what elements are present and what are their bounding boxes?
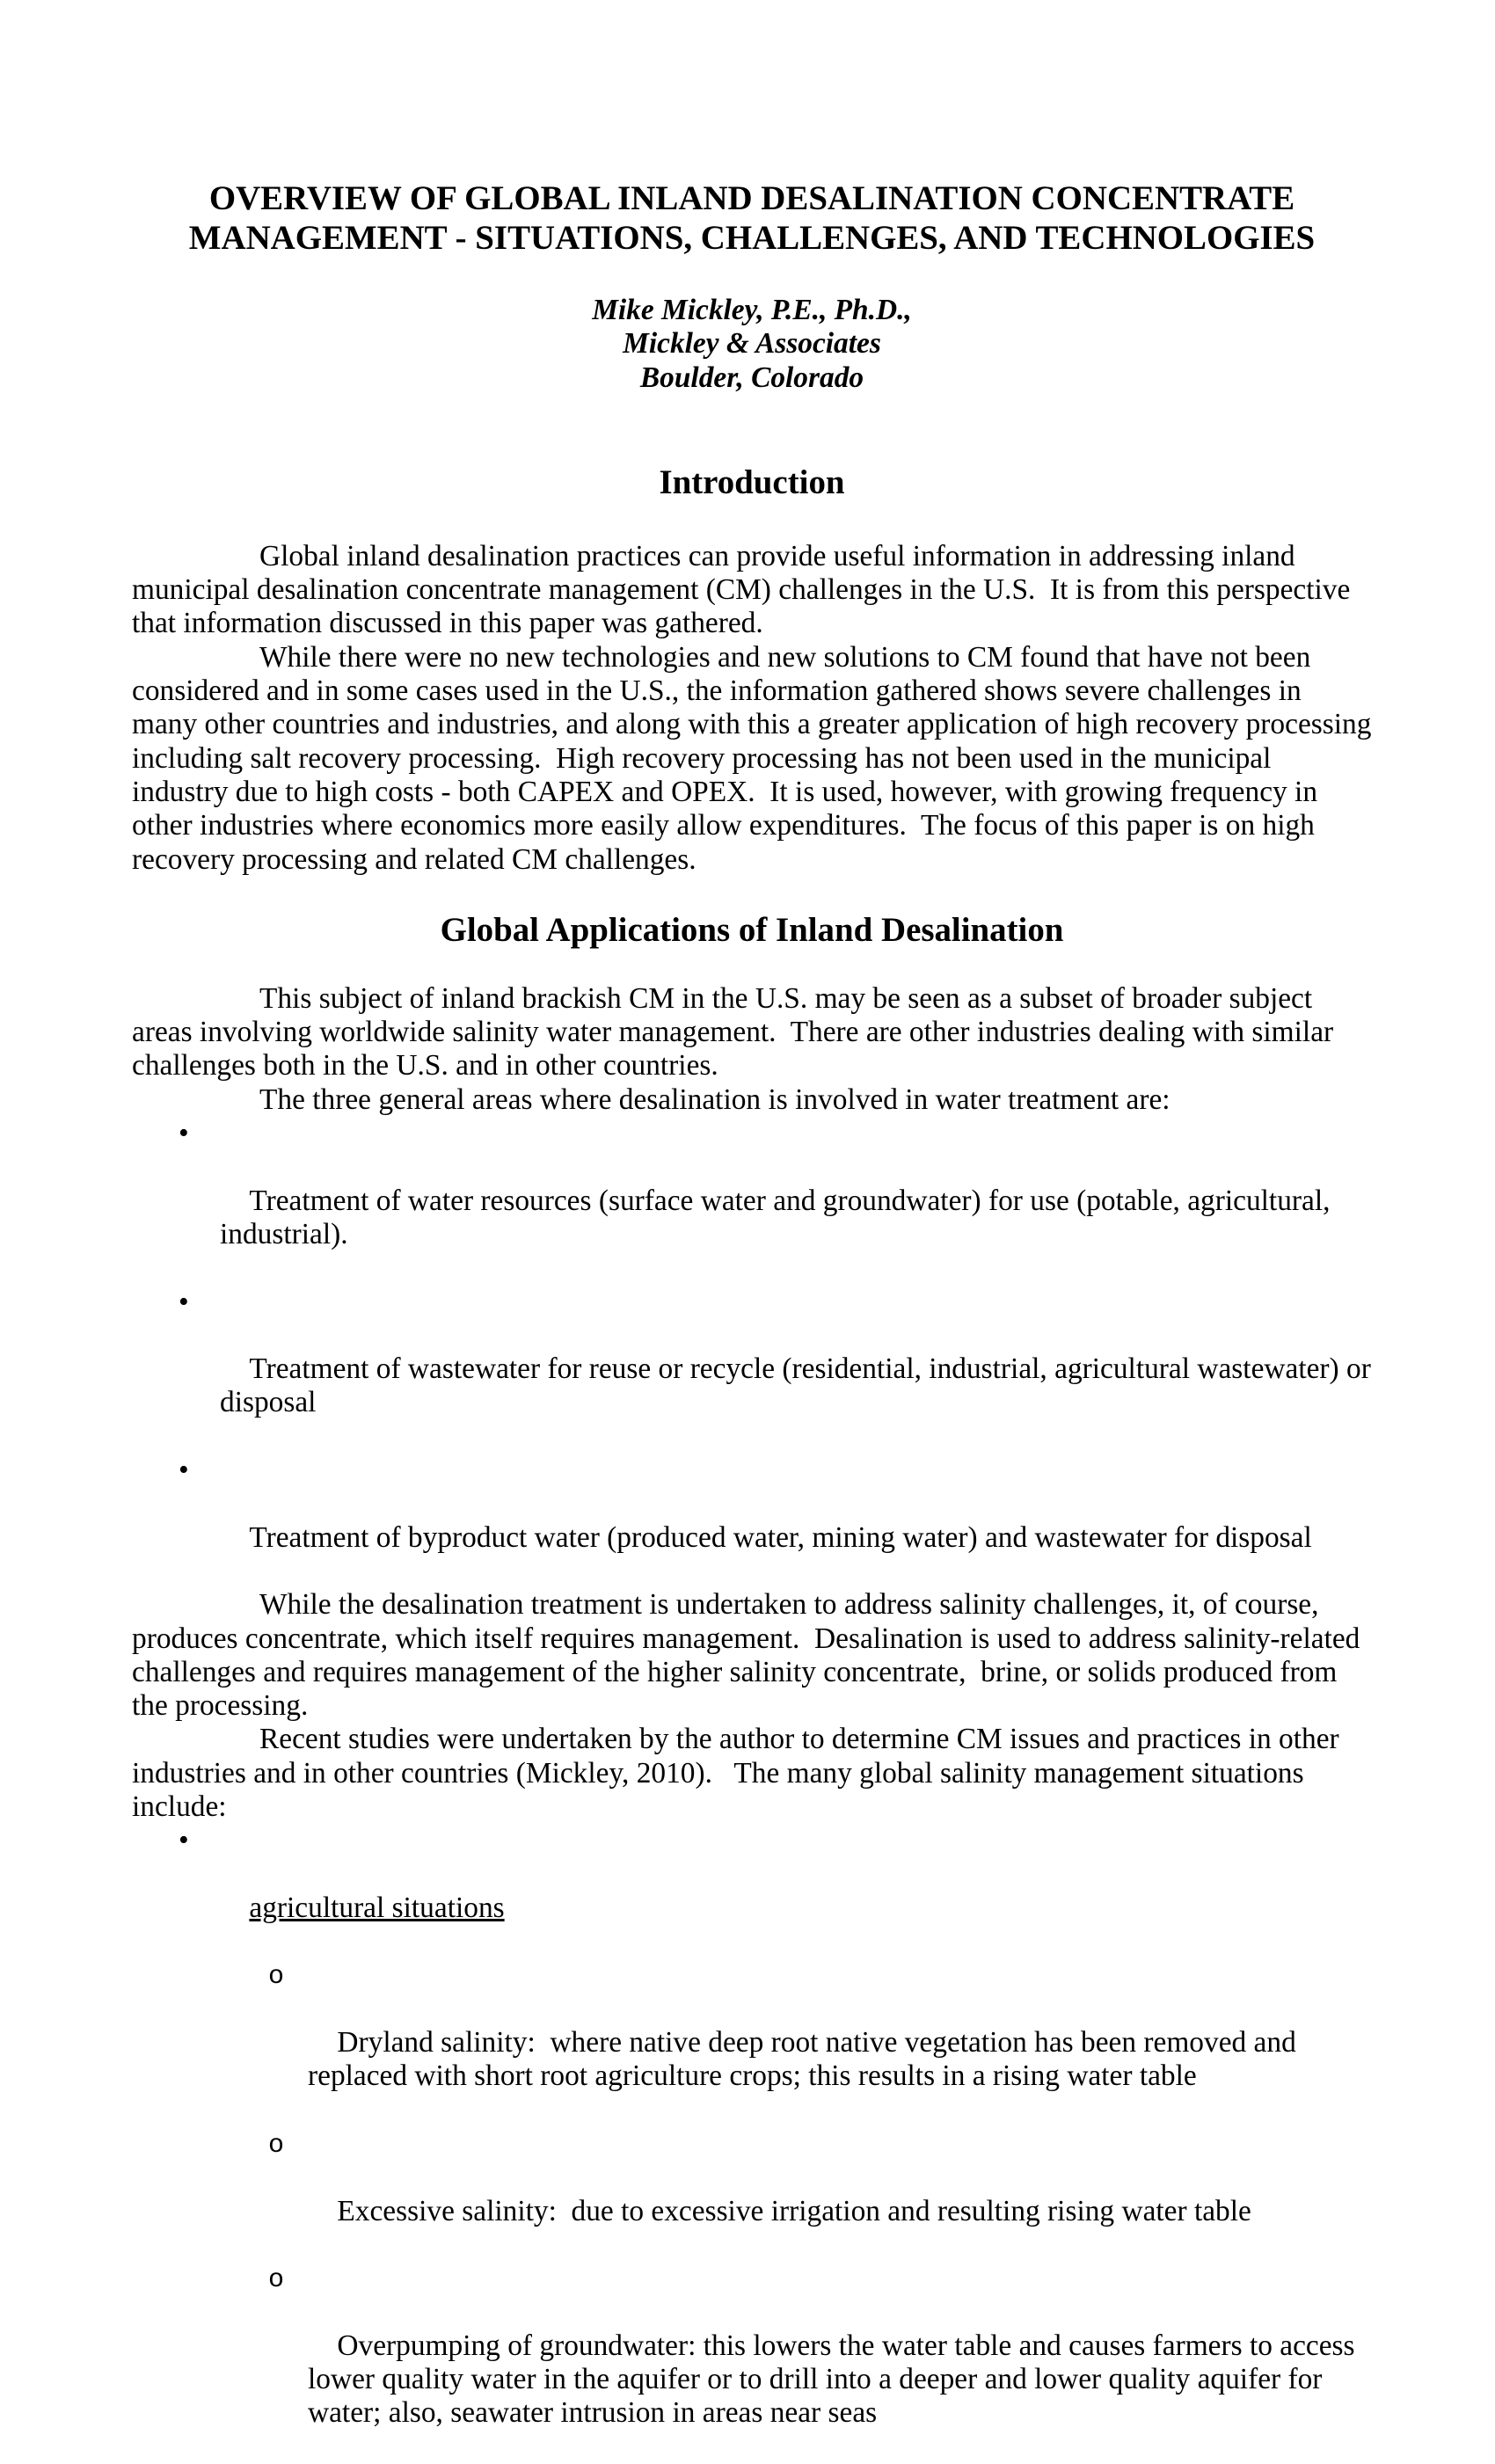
paragraph-global-3: While the desalination treatment is undertaken to address salinity challenges, it, of course, produces concentrate, which itself requires management. Desalination is used to address salinity-related challenges and requires management of the higher salinity concentrate, brine, or solids produced from the processing.: [132, 1588, 1367, 1723]
bullet-icon: •: [179, 1117, 189, 1150]
document-title-line-1: OVERVIEW OF GLOBAL INLAND DESALINATION CONCENTRATE: [208, 179, 1295, 217]
bullet-icon: •: [179, 1454, 189, 1487]
bullet-icon: •: [179, 1824, 189, 1857]
sub-list-item-text: Excessive salinity: due to excessive irrigation and resulting rising water table: [337, 2194, 1251, 2227]
paragraph-intro-1: Global inland desalination practices can provide useful information in addressing inland municipal desalination concentrate management (CM) challenges in the U.S. It is from this perspective that information discussed in this paper was gathered.: [132, 539, 1358, 640]
sub-list-item-excessive-salinity: [132, 2127, 1372, 2262]
author-block: [132, 294, 1372, 395]
document-title: [132, 179, 1372, 258]
sub-list-item-text: Dryland salinity: where native deep root native vegetation has been removed and replaced with short root agriculture crops; this results in a rising water table: [308, 2026, 1304, 2093]
sub-list-item-overpumping: [132, 2262, 1372, 2464]
circle-bullet-icon: o: [268, 2265, 285, 2296]
sub-list-item-text: Overpumping of groundwater: this lowers the water table and causes farmers to access lower quality water in the aquifer or to drill into a deeper and lower quality aquifer for water; also, seawater intrusion in areas near seas: [308, 2329, 1362, 2430]
paragraph-global-1: This subject of inland brackish CM in the U.S. may be seen as a subset of broader subject areas involving worldwide salinity water management. There are other industries dealing with similar challenges both in the U.S. and in other countries.: [132, 981, 1341, 1083]
section-heading-introduction: Introduction: [659, 463, 845, 501]
list-item-text: Treatment of wastewater for reuse or recycle (residential, industrial, agricultural wastewater) or disposal: [220, 1352, 1379, 1419]
author-name: Mike Mickley, P.E., Ph.D.,: [592, 294, 912, 326]
sub-list-item-dryland-salinity: [132, 1958, 1372, 2126]
document-title-line-2: MANAGEMENT - SITUATIONS, CHALLENGES, AND TECHNOLOGIES: [188, 219, 1316, 257]
author-location: Boulder, Colorado: [639, 361, 864, 394]
bullet-icon: •: [179, 1285, 189, 1318]
list-item-byproduct-water: [132, 1454, 1372, 1588]
list-item-text: Treatment of water resources (surface water and groundwater) for use (potable, agricultural, industrial).: [220, 1184, 1338, 1250]
circle-bullet-icon: o: [268, 2130, 285, 2161]
list-item-water-resources: [132, 1117, 1372, 1285]
list-item-wastewater: [132, 1285, 1379, 1454]
section-heading-global-applications: Global Applications of Inland Desalination: [440, 910, 1064, 949]
paragraph-global-4: Recent studies were undertaken by the author to determine CM issues and practices in other industries and in other countries (Mickley, 2010). The many global salinity management situations include:: [132, 1723, 1347, 1823]
list-item-text: agricultural situations: [249, 1891, 505, 1924]
author-affiliation: Mickley & Associates: [623, 327, 881, 361]
list-item-agricultural-situations: [132, 1824, 1372, 1958]
paragraph-global-2: The three general areas where desalination is involved in water treatment are:: [259, 1083, 1170, 1116]
circle-bullet-icon: o: [268, 1962, 285, 1993]
paragraph-intro-2: While there were no new technologies and new solutions to CM found that have not been considered and in some cases used in the U.S., the information gathered shows severe challenges in many other countries and industries, and along with this a greater application of high recovery processing including salt recovery processing. High recovery processing has not been used in the municipal industry due to high costs - both CAPEX and OPEX. It is used, however, with growing frequency in other industries where economics more easily allow expenditures. The focus of this paper is on high recovery processing and related CM challenges.: [132, 640, 1379, 876]
list-item-text: Treatment of byproduct water (produced water, mining water) and wastewater for disposal: [249, 1520, 1312, 1554]
